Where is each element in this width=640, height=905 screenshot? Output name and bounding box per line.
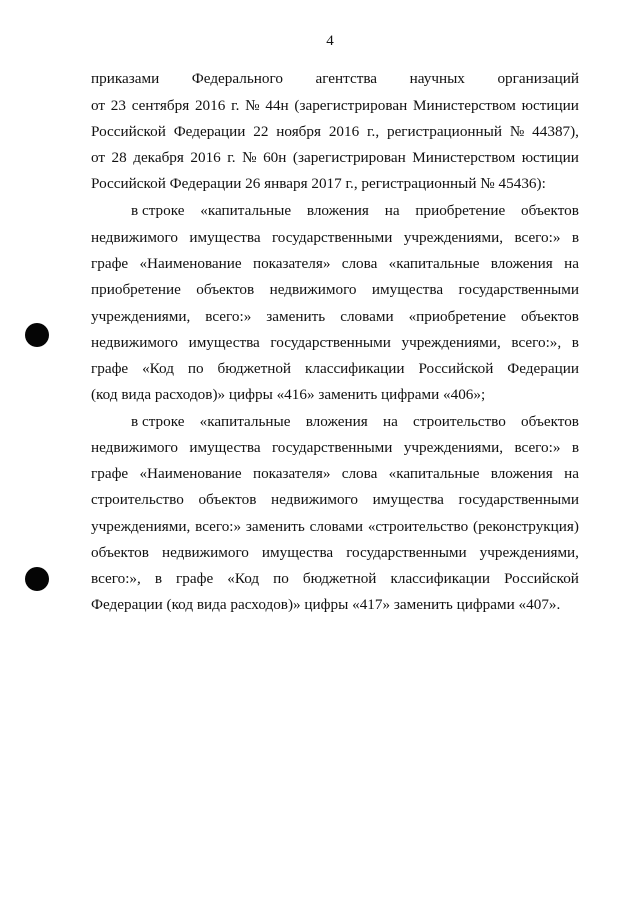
text-word: имущества bbox=[261, 544, 334, 561]
text-word: 44н bbox=[265, 97, 289, 114]
text-line bbox=[91, 252, 579, 276]
text-word: 22 bbox=[253, 123, 269, 140]
text-word: вложения bbox=[305, 413, 368, 430]
text-line bbox=[131, 410, 579, 434]
text-word: «Наименование bbox=[139, 465, 242, 482]
text-word: агентства bbox=[315, 70, 378, 87]
text-word: строительство bbox=[413, 413, 506, 430]
text-word: «Наименование bbox=[139, 255, 242, 272]
text-word: (зарегистрирован bbox=[294, 97, 408, 114]
text-word: имущества bbox=[189, 439, 261, 456]
text-word: имущества bbox=[189, 229, 261, 246]
text-word: объектов bbox=[91, 544, 149, 561]
text-word: «Код bbox=[142, 360, 174, 377]
text-word: государственными bbox=[271, 229, 393, 246]
text-word: на bbox=[384, 202, 400, 219]
text-word: словами bbox=[340, 308, 394, 325]
text-word: учреждениями, bbox=[403, 439, 504, 456]
text-word: учреждениями, bbox=[91, 518, 191, 535]
text-line bbox=[91, 67, 579, 91]
text-word: приобретение bbox=[415, 202, 506, 219]
text-word: Российской bbox=[91, 123, 166, 140]
text-word: всего:» bbox=[514, 229, 561, 246]
text-word: объектов bbox=[521, 202, 579, 219]
text-word: юстиции bbox=[521, 97, 579, 114]
text-line bbox=[91, 146, 579, 170]
text-word: недвижимого bbox=[91, 229, 178, 246]
punch-hole-bottom bbox=[25, 567, 49, 591]
text-word: классификации bbox=[305, 360, 405, 377]
text-word: слова bbox=[341, 465, 378, 482]
text-word: 44387), bbox=[532, 123, 579, 140]
text-word: «капитальные bbox=[199, 413, 291, 430]
text-word: вложения bbox=[490, 465, 553, 482]
text-line bbox=[91, 541, 579, 565]
text-word: всего:», bbox=[511, 334, 562, 351]
text-word: имущества bbox=[372, 491, 444, 508]
text-word: заменить bbox=[266, 308, 326, 325]
text-word: г. bbox=[227, 149, 236, 166]
text-line bbox=[91, 383, 579, 407]
text-word: (зарегистрирован bbox=[292, 149, 406, 166]
text-line bbox=[91, 567, 579, 591]
text-word: от bbox=[91, 97, 106, 114]
text-word: всего:», bbox=[91, 570, 141, 587]
text-word: в bbox=[154, 570, 163, 587]
text-word: юстиции bbox=[521, 149, 579, 166]
text-line bbox=[91, 120, 579, 144]
text-line bbox=[91, 593, 579, 617]
text-word: 60н bbox=[263, 149, 287, 166]
text-word: «Код bbox=[227, 570, 260, 587]
text-word: объектов bbox=[521, 308, 579, 325]
text-word: государственными bbox=[271, 439, 393, 456]
punch-hole-top bbox=[25, 323, 49, 347]
text-word: недвижимого bbox=[161, 544, 249, 561]
text-word: 28 bbox=[111, 149, 127, 166]
text-word: объектов bbox=[196, 281, 255, 298]
text-word: «строительство bbox=[367, 518, 469, 535]
text-word: организаций bbox=[497, 70, 579, 87]
text-word: г., bbox=[367, 123, 380, 140]
text-word: Министерством bbox=[412, 149, 516, 166]
text-word: графе bbox=[176, 570, 214, 587]
text-word: бюджетной bbox=[217, 360, 292, 377]
text-word: приказами bbox=[91, 70, 160, 87]
text-word: Федерации bbox=[173, 123, 246, 140]
text-word: 2016 bbox=[194, 97, 226, 114]
text-word: № bbox=[245, 97, 260, 114]
text-line bbox=[91, 357, 579, 381]
text-word: в строке bbox=[131, 413, 185, 430]
text-word: «приобретение bbox=[408, 308, 507, 325]
text-word: от bbox=[91, 149, 106, 166]
text-word: в строке bbox=[131, 202, 185, 219]
text-word: заменить bbox=[245, 518, 305, 535]
text-word: всего:» bbox=[195, 518, 242, 535]
text-word: вложения bbox=[306, 202, 369, 219]
text-line bbox=[91, 515, 579, 539]
text-word: в bbox=[571, 229, 579, 246]
text-word: всего:» bbox=[205, 308, 252, 325]
text-word: г. bbox=[231, 97, 240, 114]
text-word: Министерством bbox=[412, 97, 516, 114]
text-word: учреждениями, bbox=[91, 308, 191, 325]
text-word: недвижимого bbox=[271, 491, 358, 508]
text-word: Российской bbox=[504, 570, 579, 587]
text-word: словами bbox=[309, 518, 364, 535]
text-word: сентября bbox=[131, 97, 190, 114]
text-line bbox=[91, 331, 579, 355]
text-line bbox=[91, 488, 579, 512]
text-word: объектов bbox=[521, 413, 579, 430]
text-line bbox=[91, 305, 579, 329]
text-word: государственными bbox=[270, 334, 391, 351]
text-word: государственными bbox=[346, 544, 467, 561]
text-word: всего:» bbox=[514, 439, 561, 456]
text-word: регистрационный bbox=[386, 123, 502, 140]
text-line bbox=[131, 199, 579, 223]
text-word: по bbox=[187, 360, 204, 377]
text-word: графе bbox=[91, 465, 129, 482]
text-word: «капитальные bbox=[388, 465, 480, 482]
text-word: показателя» bbox=[252, 465, 331, 482]
text-word: «капитальные bbox=[200, 202, 292, 219]
text-word: № bbox=[509, 123, 525, 140]
text-word: классификации bbox=[390, 570, 491, 587]
text-word: на bbox=[564, 465, 579, 482]
text-word: 23 bbox=[110, 97, 126, 114]
text-word: приобретение bbox=[91, 281, 181, 298]
text-word: в bbox=[571, 439, 579, 456]
text-word: слова bbox=[341, 255, 378, 272]
page-number: 4 bbox=[326, 33, 334, 49]
text-word: Федерации (код вида расходов)» цифры «417» заменить цифрами «407». bbox=[91, 596, 561, 613]
text-line bbox=[91, 172, 579, 196]
text-line bbox=[91, 278, 579, 302]
text-word: (реконструкция) bbox=[473, 518, 579, 535]
text-word: графе bbox=[91, 360, 129, 377]
text-word: в bbox=[571, 334, 579, 351]
text-word: недвижимого bbox=[91, 334, 178, 351]
text-word: объектов bbox=[198, 491, 257, 508]
text-word: имущества bbox=[371, 281, 444, 298]
text-word: графе bbox=[91, 255, 129, 272]
text-word: ноября bbox=[276, 123, 321, 140]
text-word: имущества bbox=[188, 334, 260, 351]
text-word: вложения bbox=[490, 255, 553, 272]
text-word: (код вида расходов)» цифры «416» заменить цифрами «406»; bbox=[91, 386, 486, 403]
text-word: Федерации bbox=[507, 360, 579, 377]
text-word: учреждениями, bbox=[401, 334, 501, 351]
text-line bbox=[91, 462, 579, 486]
text-word: учреждениями, bbox=[479, 544, 579, 561]
text-word: декабря bbox=[133, 149, 184, 166]
text-word: недвижимого bbox=[269, 281, 357, 298]
text-word: на bbox=[382, 413, 398, 430]
text-word: 2016 bbox=[328, 123, 360, 140]
text-word: учреждениями, bbox=[403, 229, 504, 246]
text-word: научных bbox=[409, 70, 465, 87]
text-word: № bbox=[242, 149, 257, 166]
text-line bbox=[91, 436, 579, 460]
text-word: по bbox=[273, 570, 289, 587]
text-word: государственными bbox=[458, 281, 579, 298]
text-word: государственными bbox=[458, 491, 579, 508]
text-word: Российской bbox=[418, 360, 494, 377]
text-line bbox=[91, 94, 579, 118]
text-word: недвижимого bbox=[91, 439, 178, 456]
text-word: строительство bbox=[91, 491, 184, 508]
text-word: Российской Федерации 26 января 2017 г., регистрационный № 45436): bbox=[91, 175, 546, 192]
text-word: 2016 bbox=[190, 149, 221, 166]
text-line bbox=[91, 226, 579, 250]
text-word: бюджетной bbox=[302, 570, 377, 587]
text-word: «капитальные bbox=[388, 255, 480, 272]
text-word: показателя» bbox=[252, 255, 331, 272]
text-word: Федерального bbox=[191, 70, 283, 87]
text-word: на bbox=[564, 255, 579, 272]
